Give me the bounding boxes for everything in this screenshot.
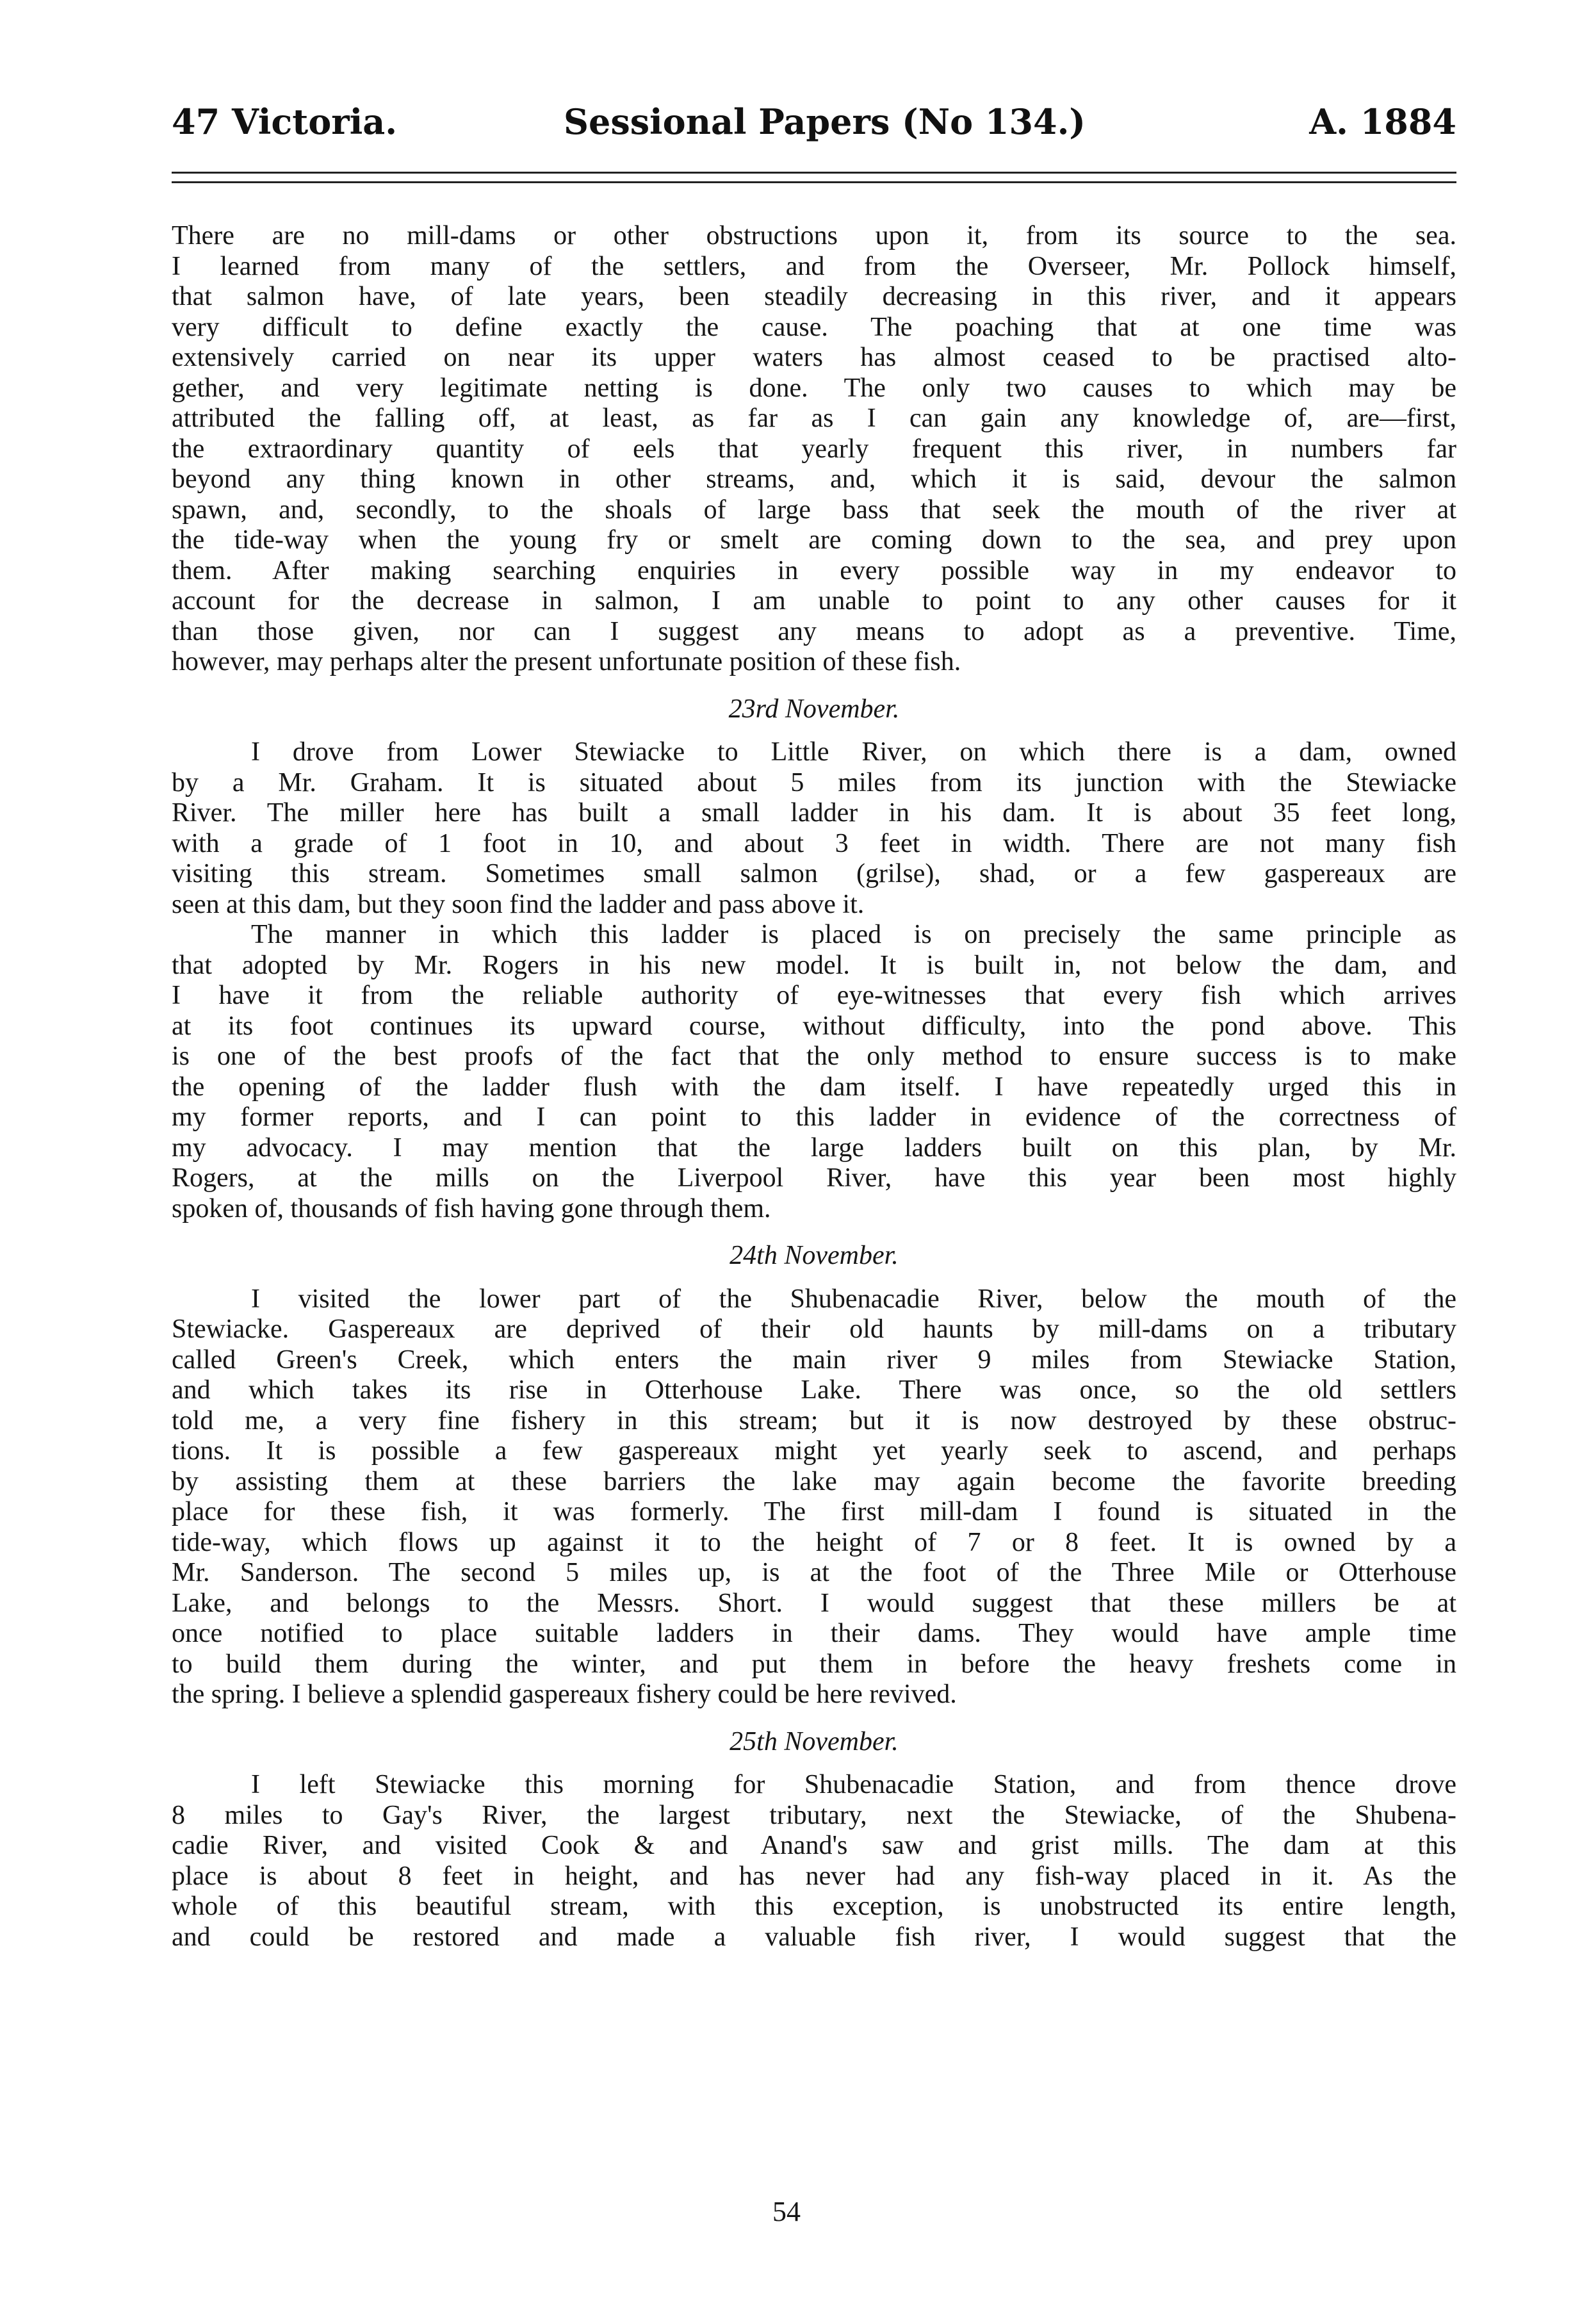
header-volume: 47 Victoria. — [172, 101, 398, 142]
text-line: that salmon have, of late years, been steadily decreasing in this river, and it appears — [172, 282, 1456, 311]
text-line: There are no mill-dams or other obstructions upon it, from its source to the sea. — [172, 221, 1456, 250]
text-line: however, may perhaps alter the present unfortunate position of these fish. — [172, 647, 961, 676]
text-line: tide-way, which flows up against it to the height of 7 or 8 feet. It is owned by a — [172, 1527, 1456, 1557]
text-line: spawn, and, secondly, to the shoals of large bass that seek the mouth of the river at — [172, 495, 1456, 525]
text-line: called Green's Creek, which enters the main river 9 miles from Stewiacke Station, — [172, 1345, 1456, 1375]
text-line: place for these fish, it was formerly. The first mill-dam I found is situated in the — [172, 1497, 1456, 1526]
text-line: whole of this beautiful stream, with this exception, is unobstructed its entire length, — [172, 1892, 1456, 1921]
header-rule-bottom — [172, 181, 1456, 183]
paragraph — [172, 1284, 1456, 1710]
header-year: A. 1884 — [1309, 101, 1456, 142]
text-line: the spring. I believe a splendid gaspereaux fishery could be here revived. — [172, 1680, 957, 1709]
text-line: my advocacy. I may mention that the large ladders built on this plan, by Mr. — [172, 1133, 1456, 1163]
text-line: to build them during the winter, and put them in before the heavy freshets come in — [172, 1649, 1456, 1679]
text-line: by assisting them at these barriers the lake may again become the favorite breeding — [172, 1466, 1456, 1496]
text-line: my former reports, and I can point to this ladder in evidence of the correctness of — [172, 1102, 1456, 1132]
text-line: place is about 8 feet in height, and has never had any fish-way placed in it. As the — [172, 1861, 1456, 1891]
text-line: I learned from many of the settlers, and from the Overseer, Mr. Pollock himself, — [172, 251, 1456, 281]
text-line: I drove from Lower Stewiacke to Little River, on which there is a dam, owned — [251, 737, 1456, 767]
section-date: 23rd November. — [728, 694, 900, 724]
text-line: 8 miles to Gay's River, the largest tributary, next the Stewiacke, of the Shubena- — [172, 1800, 1456, 1830]
text-line: River. The miller here has built a small ladder in his dam. It is about 35 feet long, — [172, 798, 1456, 828]
text-line: seen at this dam, but they soon find the ladder and pass above it. — [172, 889, 865, 919]
text-line: the tide-way when the young fry or smelt are coming down to the sea, and prey upon — [172, 525, 1456, 555]
text-line: is one of the best proofs of the fact that the only method to ensure success is to make — [172, 1042, 1456, 1071]
text-line: beyond any thing known in other streams, and, which it is said, devour the salmon — [172, 464, 1456, 494]
header-title: Sessional Papers (No 134.) — [564, 101, 1086, 142]
text-line: account for the decrease in salmon, I am unable to point to any other causes for it — [172, 586, 1456, 616]
paragraph — [172, 221, 1456, 678]
text-line: and which takes its rise in Otterhouse Lake. There was once, so the old settlers — [172, 1375, 1456, 1405]
text-line: tions. It is possible a few gaspereaux might yet yearly seek to ascend, and perhaps — [172, 1436, 1456, 1466]
text-line: gether, and very legitimate netting is done. The only two causes to which may be — [172, 373, 1456, 403]
paragraph — [172, 920, 1456, 1224]
text-line: the extraordinary quantity of eels that yearly frequent this river, in numbers far — [172, 434, 1456, 464]
text-line: with a grade of 1 foot in 10, and about 3 feet in width. There are not many fish — [172, 828, 1456, 858]
text-line: visiting this stream. Sometimes small salmon (grilse), shad, or a few gaspereaux are — [172, 859, 1456, 888]
text-line: by a Mr. Graham. It is situated about 5 miles from its junction with the Stewiacke — [172, 767, 1456, 798]
header-rule-top — [172, 172, 1456, 174]
page-header — [172, 96, 1456, 147]
text-line: attributed the falling off, at least, as far as I can gain any knowledge of, are—first, — [172, 404, 1456, 433]
text-line: them. After making searching enquiries in every possible way in my endeavor to — [172, 555, 1456, 585]
text-line: extensively carried on near its upper waters has almost ceased to be practised alto- — [172, 343, 1456, 372]
text-line: I have it from the reliable authority of eye-witnesses that every fish which arrives — [172, 981, 1456, 1010]
section — [172, 694, 1456, 1225]
text-line: spoken of, thousands of fish having gone through them. — [172, 1193, 771, 1223]
page-number: 54 — [772, 2196, 801, 2227]
text-line: at its foot continues its upward course, without difficulty, into the pond above. This — [172, 1011, 1456, 1041]
paragraph — [172, 1770, 1456, 1952]
text-line: and could be restored and made a valuable fish river, I would suggest that the — [172, 1922, 1456, 1952]
section — [172, 221, 1456, 678]
text-line: the opening of the ladder flush with the dam itself. I have repeatedly urged this in — [172, 1072, 1456, 1102]
text-line: once notified to place suitable ladders in their dams. They would have ample time — [172, 1619, 1456, 1648]
text-line: cadie River, and visited Cook & and Anand's saw and grist mills. The dam at this — [172, 1831, 1456, 1860]
text-line: than those given, nor can I suggest any means to adopt as a preventive. Time, — [172, 616, 1456, 646]
text-line: The manner in which this ladder is placed is on precisely the same principle as — [251, 920, 1456, 949]
section-date: 25th November. — [729, 1726, 899, 1756]
text-line: Mr. Sanderson. The second 5 miles up, is at the foot of the Three Mile or Otterhouse — [172, 1558, 1456, 1587]
text-line: Rogers, at the mills on the Liverpool River, have this year been most highly — [172, 1163, 1456, 1193]
text-line: very difficult to define exactly the cause. The poaching that at one time was — [172, 312, 1456, 342]
text-line: told me, a very fine fishery in this stream; but it is now destroyed by these obstruc- — [172, 1405, 1456, 1436]
section-date: 24th November. — [729, 1241, 899, 1270]
text-line: Lake, and belongs to the Messrs. Short. I would suggest that these millers be at — [172, 1588, 1456, 1618]
text-line: Stewiacke. Gaspereaux are deprived of their old haunts by mill-dams on a tributary — [172, 1314, 1456, 1344]
text-line: that adopted by Mr. Rogers in his new model. It is built in, not below the dam, and — [172, 950, 1456, 980]
section — [172, 1727, 1456, 1953]
text-line: I visited the lower part of the Shubenacadie River, below the mouth of the — [251, 1284, 1456, 1314]
body-text — [172, 221, 1456, 1952]
section — [172, 1241, 1456, 1710]
text-line: I left Stewiacke this morning for Shubenacadie Station, and from thence drove — [251, 1770, 1456, 1799]
paragraph — [172, 737, 1456, 920]
